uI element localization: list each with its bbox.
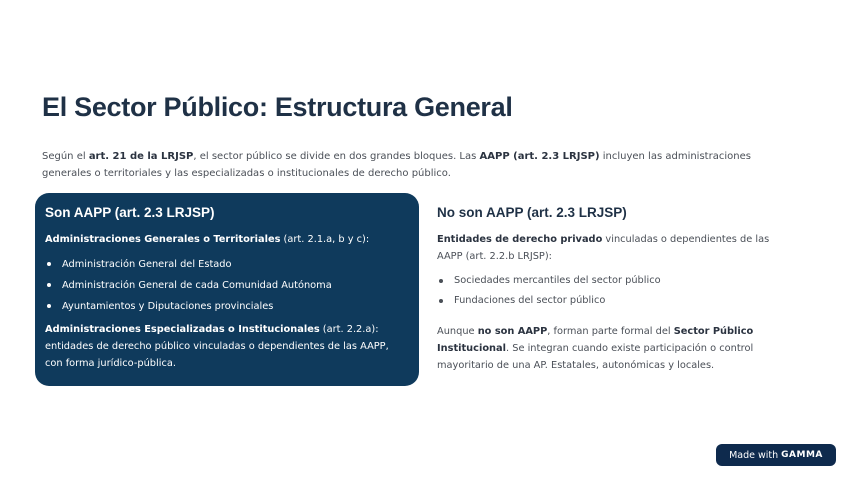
non-aapp-heading: No son AAPP (art. 2.3 LRJSP) bbox=[437, 205, 627, 220]
page-title: El Sector Público: Estructura General bbox=[42, 92, 513, 122]
bullet-icon bbox=[47, 283, 51, 287]
gamma-logo: GAMMA bbox=[781, 450, 823, 460]
territorial-admin-list bbox=[45, 254, 409, 317]
aapp-card-heading: Son AAPP (art. 2.3 LRJSP) bbox=[45, 205, 215, 220]
territorial-admin-text: Administraciones Generales o Territoriales (art. 2.1.a, b y c): bbox=[45, 234, 370, 245]
private-entities-text: Entidades de derecho privado vinculadas o dependientes de las AAPP (art. 2.2.b LRJSP): bbox=[437, 234, 770, 262]
bullet-icon bbox=[47, 262, 51, 266]
list-item: Sociedades mercantiles del sector público bbox=[437, 271, 797, 291]
list-item: Fundaciones del sector público bbox=[437, 291, 797, 311]
institutional-admin-text: Administraciones Especializadas o Institucionales (art. 2.2.a): entidades de derecho público vinculadas o dependientes de las AAPP, con forma jurídico-pública. bbox=[45, 324, 389, 369]
bullet-icon bbox=[439, 299, 443, 303]
list-item: Administración General de cada Comunidad Autónoma bbox=[45, 275, 409, 296]
list-item: Administración General del Estado bbox=[45, 254, 409, 275]
list-item: Ayuntamientos y Diputaciones provinciales bbox=[45, 296, 409, 317]
private-entities-list bbox=[437, 271, 797, 311]
institutional-sector-note: Aunque no son AAPP, forman parte formal del Sector Público Institucional. Se integran cuando existe participación o control mayoritario de una AP. Estatales, autonómicas y locales. bbox=[437, 326, 754, 371]
intro-paragraph: Según el art. 21 de la LRJSP, el sector público se divide en dos grandes bloques. Las AAPP (art. 2.3 LRJSP) incluyen las administraciones generales o territoriales y las especializadas o institucionales de derecho público. bbox=[42, 151, 751, 179]
badge-text: Made with bbox=[729, 449, 779, 461]
aapp-card bbox=[35, 193, 419, 386]
bullet-icon bbox=[439, 279, 443, 283]
made-with-gamma-badge[interactable] bbox=[716, 444, 836, 466]
bullet-icon bbox=[47, 304, 51, 308]
non-aapp-column bbox=[437, 205, 797, 374]
